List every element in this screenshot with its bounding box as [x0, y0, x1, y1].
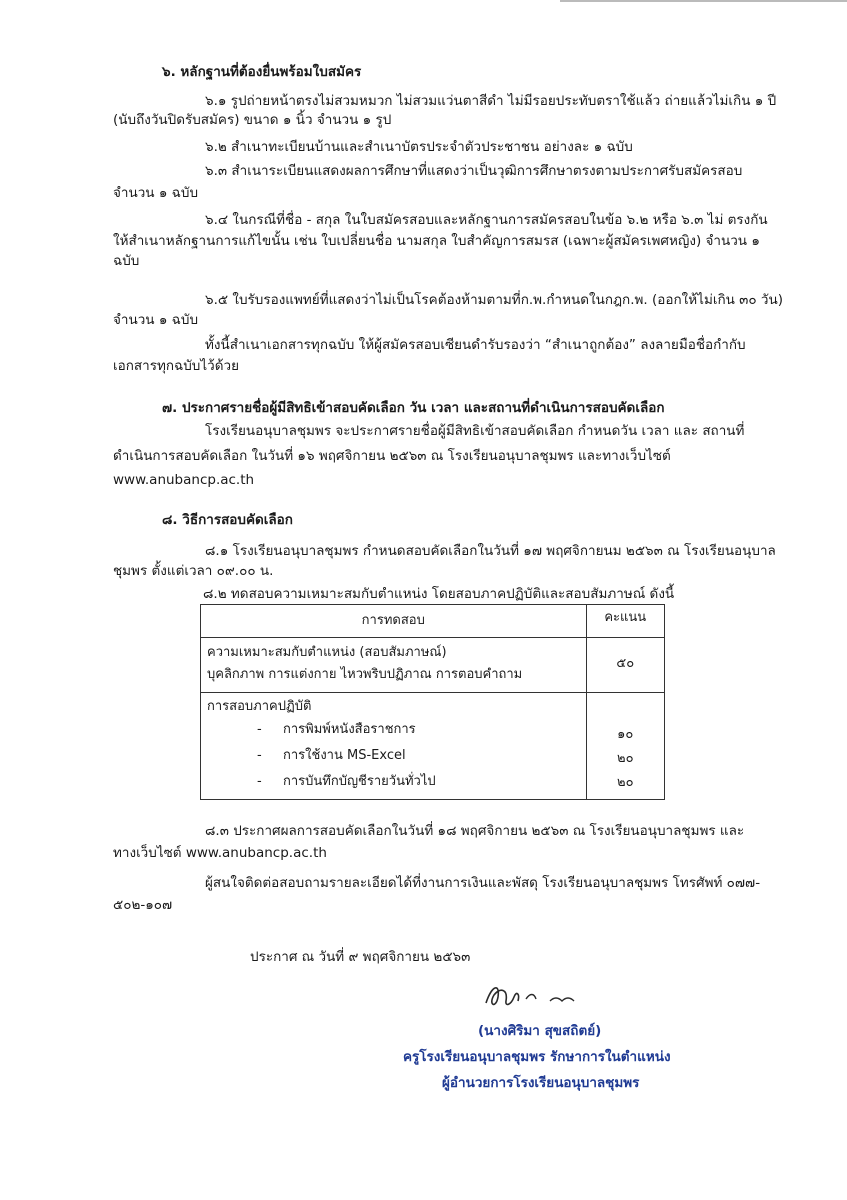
signer-position: ครูโรงเรียนอนุบาลชุมพร รักษาการในตำแหน่ง [403, 1049, 671, 1065]
item-6-4-line-2: ให้สำเนาหลักฐานการแก้ไขนั้น เช่น ใบเปลี่ยนชื่อ นามสกุล ใบสำคัญการสมรส (เฉพาะผู้สมัครเพศหญิง) จำนวน ๑ [113, 233, 760, 249]
website-text: www.anubancp.ac.th [113, 472, 255, 488]
contact-line-1: ผู้สนใจติดต่อสอบถามรายละเอียดได้ที่งานการเงินและพัสดุ โรงเรียนอนุบาลชุมพร โทรศัพท์ ๐๗๗- [205, 875, 761, 891]
item-6-1-line-1: ๖.๑ รูปถ่ายหน้าตรงไม่สวมหมวก ไม่สวมแว่นตาสีดำ ไม่มีรอยประทับตราใช้แล้ว ถ่ายแล้วไม่เกิน ๑ ปี [205, 93, 777, 109]
table-row [201, 638, 665, 693]
item-8-1-line-2: ชุมพร ตั้งแต่เวลา ๐๙.๐๐ น. [113, 563, 274, 579]
item-6-3-line-1: ๖.๓ สำเนาระเบียนแสดงผลการศึกษาที่แสดงว่าเป็นวุฒิการศึกษาตรงตามประกาศรับสมัครสอบ [205, 163, 743, 179]
signer-title: ผู้อำนวยการโรงเรียนอนุบาลชุมพร [442, 1075, 640, 1091]
section-7-line-2: ดำเนินการสอบคัดเลือก ในวันที่ ๑๖ พฤศจิกายน ๒๕๖๓ ณ โรงเรียนอนุบาลชุมพร และทางเว็บไซต์ [113, 448, 671, 464]
col-test-header: การทดสอบ [201, 605, 587, 638]
item-6-5-line-2: จำนวน ๑ ฉบับ [113, 312, 199, 328]
item-8-3-line-1: ๘.๓ ประกาศผลการสอบคัดเลือกในวันที่ ๑๘ พฤศจิกายน ๒๕๖๓ ณ โรงเรียนอนุบาลชุมพร และ [205, 823, 745, 839]
list-item: - การใช้งาน MS-Excel [257, 748, 406, 763]
col-score-header: คะแนน [586, 605, 664, 638]
row1-detail: บุคลิกภาพ การแต่งกาย ไหวพริบปฏิภาณ การตอบคำถาม [207, 667, 523, 682]
signer-name: (นางศิริมา สุขสถิตย์) [478, 1023, 602, 1039]
table-row [201, 693, 665, 800]
list-item: - การบันทึกบัญชีรายวันทั่วไป [257, 774, 436, 789]
item-8-2: ๘.๒ ทดสอบความเหมาะสมกับตำแหน่ง โดยสอบภาคปฏิบัติและสอบสัมภาษณ์ ดังนี้ [203, 586, 675, 602]
note-line-1: ทั้งนี้สำเนาเอกสารทุกฉบับ ให้ผู้สมัครสอบเซียนดำรับรองว่า “สำเนาถูกต้อง” ลงลายมือชื่อกำกับ [205, 337, 746, 353]
item-6-4-line-3: ฉบับ [113, 253, 140, 269]
contact-line-2: ๕๐๒-๑๐๗ [113, 897, 173, 913]
row1-score: ๕๐ [586, 638, 664, 693]
item-8-3-line-2: ทางเว็บไซต์ www.anubancp.ac.th [113, 845, 327, 861]
section-8-heading: ๘. วิธีการสอบคัดเลือก [162, 512, 293, 528]
score-value: ๒๐ [617, 775, 634, 790]
note-line-2: เอกสารทุกฉบับไว้ด้วย [113, 358, 240, 374]
item-6-5-line-1: ๖.๕ ใบรับรองแพทย์ที่แสดงว่าไม่เป็นโรคต้องห้ามตามที่ก.พ.กำหนดในกฎก.พ. (ออกให้ไม่เกิน ๓๐ วัน) [205, 292, 783, 308]
list-item: - การพิมพ์หนังสือราชการ [257, 722, 416, 737]
section-6-heading: ๖. หลักฐานที่ต้องยื่นพร้อมใบสมัคร [162, 64, 362, 80]
score-value: ๒๐ [617, 751, 634, 766]
item-6-2: ๖.๒ สำเนาทะเบียนบ้านและสำเนาบัตรประจำตัวประชาชน อย่างละ ๑ ฉบับ [205, 139, 633, 155]
item-6-3-line-2: จำนวน ๑ ฉบับ [113, 185, 199, 201]
item-8-1-line-1: ๘.๑ โรงเรียนอนุบาลชุมพร กำหนดสอบคัดเลือกในวันที่ ๑๗ พฤศจิกายนม ๒๕๖๓ ณ โรงเรียนอนุบาล [205, 543, 776, 559]
row1-title: ความเหมาะสมกับตำแหน่ง (สอบสัมภาษณ์) [207, 645, 447, 660]
signature-image [478, 975, 588, 1015]
section-7-heading: ๗. ประกาศรายชื่อผู้มีสิทธิเข้าสอบคัดเลือก วัน เวลา และสถานที่ดำเนินการสอบคัดเลือก [162, 400, 665, 416]
item-6-4-line-1: ๖.๔ ในกรณีที่ชื่อ - สกุล ในใบสมัครสอบและหลักฐานการสมัครสอบในข้อ ๖.๒ หรือ ๖.๓ ไม่ ตรงกัน [205, 212, 768, 228]
row2-title: การสอบภาคปฏิบัติ [207, 699, 312, 714]
score-value: ๑๐ [617, 727, 634, 742]
section-7-line-1: โรงเรียนอนุบาลชุมพร จะประกาศรายชื่อผู้มีสิทธิเข้าสอบคัดเลือก กำหนดวัน เวลา และ สถานที่ [205, 423, 745, 439]
announce-date: ประกาศ ณ วันที่ ๙ พฤศจิกายน ๒๕๖๓ [250, 949, 471, 965]
item-6-1-line-2: (นับถึงวันปิดรับสมัคร) ขนาด ๑ นิ้ว จำนวน ๑ รูป [113, 112, 392, 128]
score-table [200, 604, 665, 800]
table-header-row [201, 605, 665, 638]
top-edge-line [560, 0, 847, 2]
